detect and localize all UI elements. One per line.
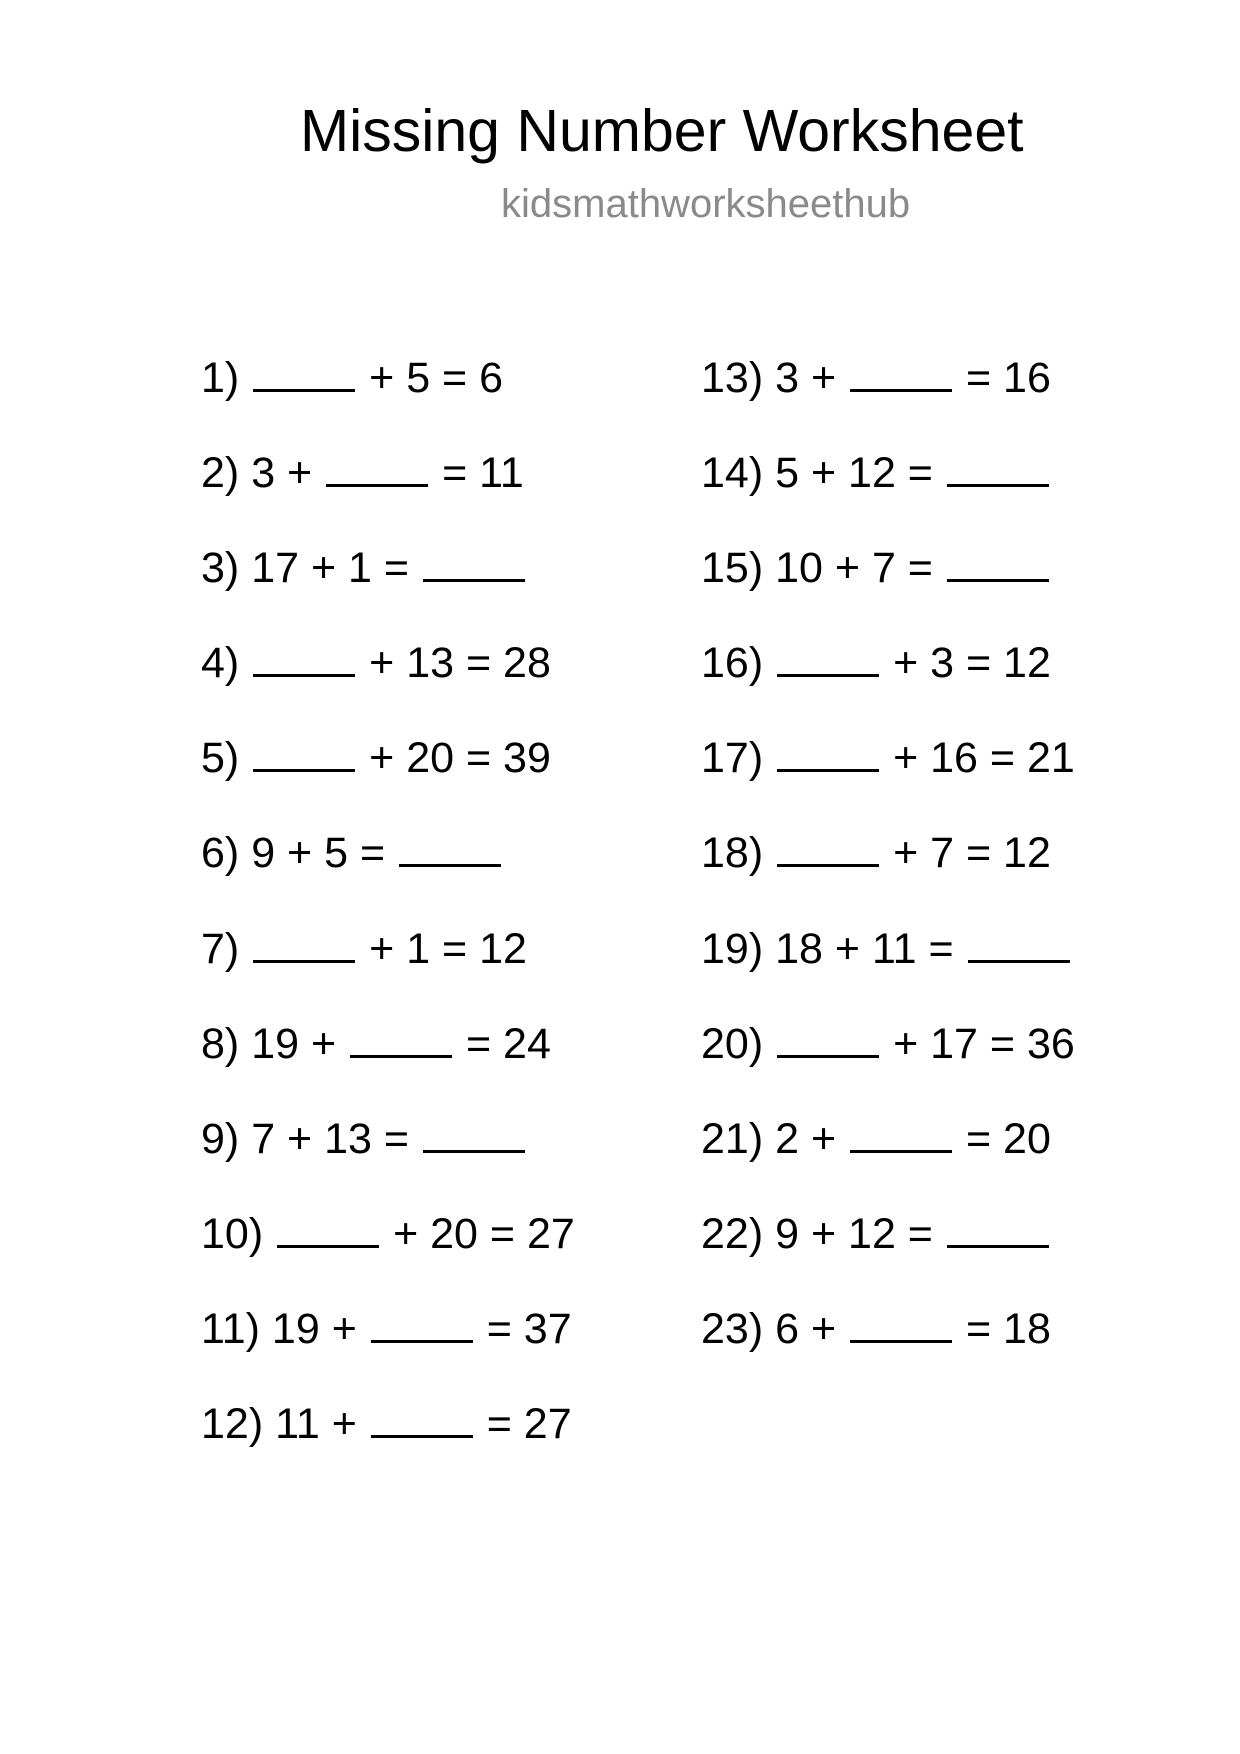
answer-blank[interactable] [777, 830, 879, 867]
answer-blank[interactable] [777, 1021, 879, 1058]
problem-item [201, 1303, 575, 1398]
equation-text: 3 + [775, 354, 837, 402]
equation-text: 17 + 1 = [251, 544, 409, 593]
problem-number: 9) [201, 1114, 240, 1163]
equation-text: 10 + 7 = [775, 544, 933, 593]
equation-text: 7 + 13 = [251, 1114, 409, 1163]
equation-text: + 5 = 6 [369, 354, 504, 402]
answer-blank[interactable] [947, 1211, 1049, 1248]
problems-column-right [701, 352, 1075, 1398]
problem-item [201, 352, 575, 447]
problem-number: 6) [201, 829, 240, 878]
problem-number: 1) [201, 354, 240, 402]
problem-item [201, 637, 575, 732]
equation-text: = 16 [966, 354, 1051, 402]
problem-item [201, 1398, 575, 1493]
problem-item [201, 1018, 575, 1113]
equation-text: 19 + [251, 1019, 337, 1068]
answer-blank[interactable] [253, 926, 355, 963]
equation-text: = 18 [966, 1304, 1051, 1353]
equation-text: 3 + [251, 449, 313, 498]
answer-blank[interactable] [850, 1116, 952, 1153]
answer-blank[interactable] [947, 450, 1049, 487]
answer-blank[interactable] [968, 926, 1070, 963]
problem-item [701, 923, 1075, 1018]
problem-number: 23) [701, 1304, 764, 1353]
equation-text: = 24 [465, 1019, 551, 1068]
problem-item [701, 542, 1075, 637]
problem-item [201, 447, 575, 542]
problem-item [201, 542, 575, 637]
problem-item [701, 732, 1075, 827]
answer-blank[interactable] [277, 1211, 379, 1248]
problem-item [701, 1018, 1075, 1113]
equation-text: + 3 = 12 [893, 639, 1051, 688]
problem-item [701, 827, 1075, 922]
problem-number: 8) [201, 1019, 240, 1068]
equation-text: = 27 [486, 1400, 572, 1449]
problems-column-left [201, 352, 575, 1493]
equation-text: 2 + [775, 1114, 837, 1163]
problem-item [701, 1113, 1075, 1208]
answer-blank[interactable] [253, 640, 355, 677]
answer-blank[interactable] [850, 1306, 952, 1343]
problem-item [701, 1208, 1075, 1303]
answer-blank[interactable] [253, 735, 355, 772]
problem-item [701, 1303, 1075, 1398]
equation-text: = 11 [442, 449, 524, 498]
answer-blank[interactable] [399, 830, 501, 867]
problem-number: 13) [701, 354, 764, 402]
problem-number: 4) [201, 639, 240, 688]
equation-text: 9 + 12 = [775, 1209, 933, 1258]
problem-number: 18) [701, 829, 764, 878]
problem-item [201, 1113, 575, 1208]
worksheet-title: Missing Number Worksheet [300, 98, 1024, 164]
worksheet-subtitle: kidsmathworksheethub [501, 182, 911, 226]
problem-item [201, 732, 575, 827]
answer-blank[interactable] [350, 1021, 452, 1058]
problem-number: 12) [201, 1400, 264, 1449]
answer-blank[interactable] [850, 355, 952, 392]
equation-text: + 20 = 27 [393, 1209, 575, 1258]
equation-text: = 37 [486, 1304, 572, 1353]
problem-item [701, 352, 1075, 447]
answer-blank[interactable] [423, 1116, 525, 1153]
equation-text: 18 + 11 = [775, 924, 954, 973]
problem-number: 3) [201, 544, 240, 593]
problem-number: 11) [201, 1304, 260, 1353]
problem-number: 19) [701, 924, 764, 973]
problem-number: 7) [201, 924, 240, 973]
problem-item [201, 827, 575, 922]
equation-text: + 16 = 21 [893, 734, 1075, 783]
equation-text: + 20 = 39 [369, 734, 551, 783]
answer-blank[interactable] [371, 1306, 473, 1343]
answer-blank[interactable] [777, 640, 879, 677]
problem-item [701, 637, 1075, 732]
problem-item [701, 447, 1075, 542]
problem-number: 21) [701, 1114, 764, 1163]
answer-blank[interactable] [326, 450, 428, 487]
answer-blank[interactable] [371, 1401, 473, 1438]
equation-text: 19 + [271, 1304, 357, 1353]
problem-item [201, 1208, 575, 1303]
problem-number: 22) [701, 1209, 764, 1258]
answer-blank[interactable] [947, 545, 1049, 582]
equation-text: = 20 [966, 1114, 1051, 1163]
answer-blank[interactable] [777, 735, 879, 772]
equation-text: + 1 = 12 [369, 924, 527, 973]
equation-text: + 13 = 28 [369, 639, 551, 688]
problem-number: 5) [201, 734, 240, 783]
problem-number: 2) [201, 449, 240, 498]
equation-text: 11 + [275, 1400, 357, 1449]
problem-number: 17) [701, 734, 764, 783]
equation-text: + 7 = 12 [893, 829, 1051, 878]
problem-number: 20) [701, 1019, 764, 1068]
answer-blank[interactable] [253, 355, 355, 392]
problem-number: 10) [201, 1209, 264, 1258]
problem-number: 14) [701, 449, 764, 498]
problem-number: 15) [701, 544, 764, 593]
problem-item [201, 923, 575, 1018]
problem-number: 16) [701, 639, 764, 688]
equation-text: 6 + [775, 1304, 837, 1353]
equation-text: 5 + 12 = [775, 449, 933, 498]
equation-text: + 17 = 36 [893, 1019, 1075, 1068]
equation-text: 9 + 5 = [251, 829, 386, 878]
answer-blank[interactable] [423, 545, 525, 582]
